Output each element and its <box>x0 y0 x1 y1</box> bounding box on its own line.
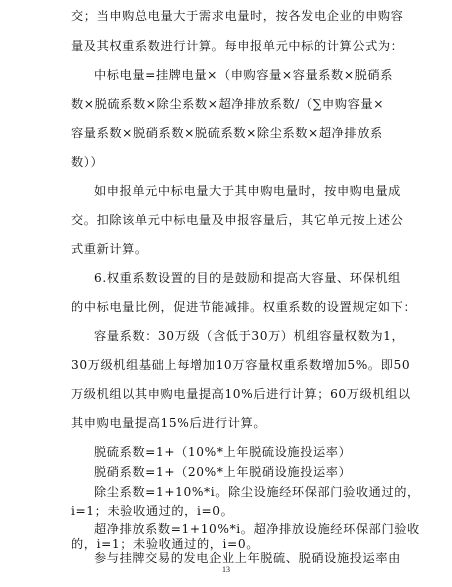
text-line: 超净排放系数=1+10%*i。超净排放设施经环保部门验收 <box>94 522 420 536</box>
text-line: 6.权重系数设置的目的是鼓励和提高大容量、环保机组 <box>94 271 401 285</box>
text-line: 万级机组以其申购电量提高10%后进行计算；60万级机组以 <box>71 387 411 401</box>
text-line: 量及其权重系数进行计算。每申报单元中标的计算公式为： <box>71 39 404 53</box>
text-line: 交。扣除该单元中标电量及申报容量后，其它单元按上述公 <box>71 213 404 227</box>
text-line: 数）） <box>71 155 104 169</box>
page-number: 13 <box>222 565 230 574</box>
text-line: 容量系数：30万级（含低于30万）机组容量权数为1， <box>94 329 405 343</box>
text-line: 容量系数×脱硝系数×脱硫系数×除尘系数×超净排放系 <box>71 126 383 140</box>
text-line: 交；当申购总电量大于需求电量时，按各发电企业的申购容 <box>71 9 404 23</box>
text-line: 的中标电量比例，促进节能减排。权重系数的设置规定如下： <box>71 300 417 314</box>
text-line: i=1；未验收通过的，i=0。 <box>71 504 234 518</box>
text-line: 参与挂牌交易的发电企业上年脱硫、脱硝设施投运率由 <box>94 551 401 565</box>
text-line: 其申购电量提高15%后进行计算。 <box>71 416 267 430</box>
text-line: 式重新计算。 <box>71 242 148 256</box>
text-line: 如申报单元中标电量大于其申购电量时，按申购电量成 <box>94 184 401 198</box>
text-line: 除尘系数=1+10%*i。除尘设施经环保部门验收通过的， <box>94 485 420 499</box>
text-line: 脱硫系数=1+（10%*上年脱硫设施投运率） <box>94 445 352 459</box>
text-line: 中标电量=挂牌电量×（申购容量×容量系数×脱硝系 <box>94 68 393 82</box>
text-line: 数×脱硫系数×除尘系数×超净排放系数/（∑申购容量× <box>71 97 385 111</box>
text-line: 脱硝系数=1+（20%*上年脱硝设施投运率） <box>94 465 352 479</box>
text-line: 的，i=1；未验收通过的，i=0。 <box>71 537 259 551</box>
text-line: 30万级机组基础上每增加10万容量权重系数增加5%。即50 <box>71 358 411 372</box>
